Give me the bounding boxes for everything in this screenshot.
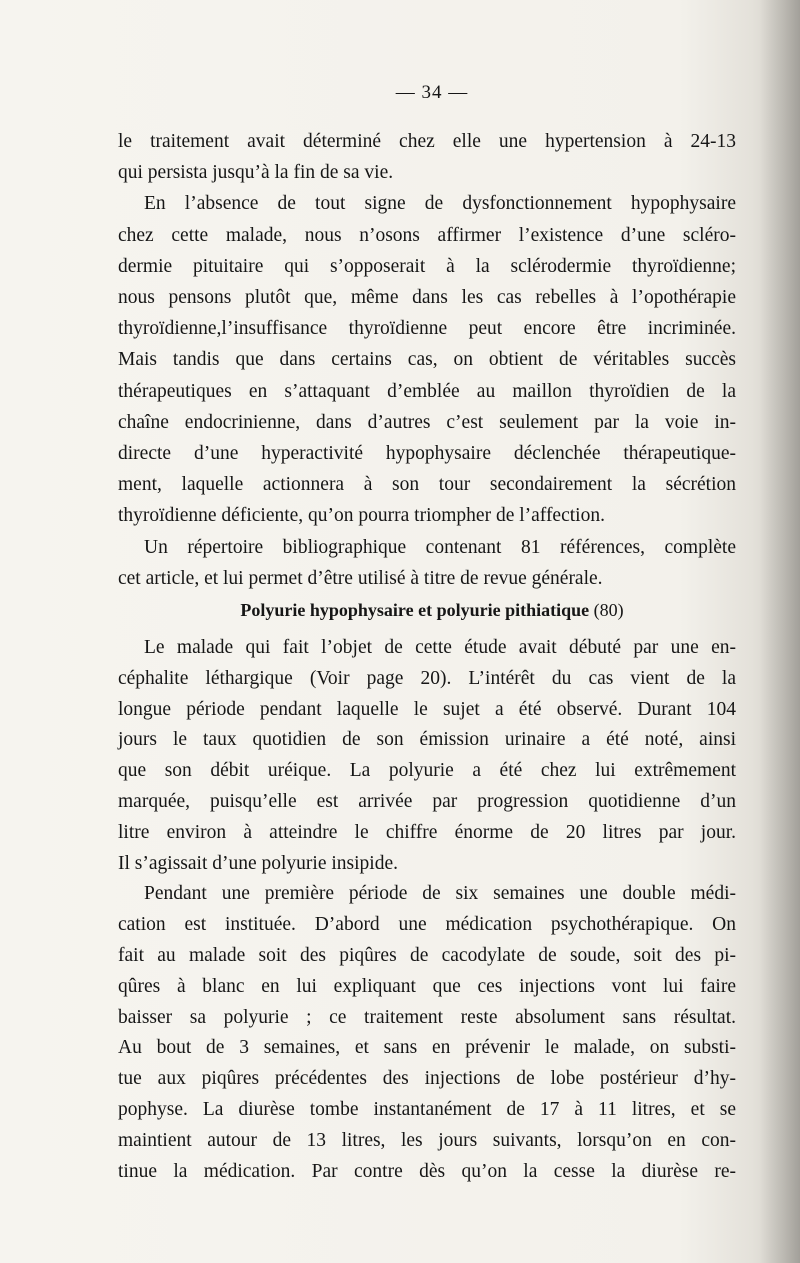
page-number: — 34 — (395, 82, 469, 103)
text-line: Un répertoire bibliographique contenant 81 références, complète (144, 536, 736, 558)
text-line: pophyse. La diurèse tombe instantanément de 17 à 11 litres, et se (118, 1099, 736, 1120)
text-line: cation est instituée. D’abord une médication psychothérapique. On (118, 914, 736, 936)
text-line: chaîne endocrinienne, dans d’autres c’est seulement par la voie in- (118, 411, 736, 433)
text-line: qûres à blanc en lui expliquant que ces injections vont lui faire (118, 975, 736, 997)
text-line: tue aux piqûres précédentes des injections de lobe postérieur d’hy- (118, 1068, 736, 1090)
text-line: thyroïdienne,l’insuffisance thyroïdienne peut encore être incriminée. (118, 318, 736, 340)
text-line: baisser sa polyurie ; ce traitement reste absolument sans résultat. (118, 1006, 736, 1028)
text-line: cet article, et lui permet d’être utilisé à titre de revue générale. (118, 567, 603, 589)
text-line: longue période pendant laquelle le sujet a été observé. Durant 104 (118, 698, 736, 720)
text-line: Mais tandis que dans certains cas, on obtient de véritables succès (118, 349, 736, 371)
text-line: céphalite léthargique (Voir page 20). L’intérêt du cas vient de la (118, 667, 736, 689)
text-line: Il s’agissait d’une polyurie insipide. (118, 852, 398, 874)
text-line: Le malade qui fait l’objet de cette étude avait débuté par une en- (144, 637, 736, 658)
text-line: litre environ à atteindre le chiffre énorme de 20 litres par jour. (118, 821, 736, 843)
text-line: nous pensons plutôt que, même dans les cas rebelles à l’opothérapie (118, 287, 736, 308)
text-line: marquée, puisqu’elle est arrivée par progression quotidienne d’un (118, 791, 736, 812)
heading-title: Polyurie hypophysaire et polyurie pithiatique (240, 600, 590, 620)
heading-reference: (80) (593, 600, 624, 620)
text-line: que son débit uréique. La polyurie a été chez lui extrêmement (118, 760, 736, 782)
text-line: dermie pituitaire qui s’opposerait à la sclérodermie thyroïdienne; (118, 255, 736, 277)
text-line: ment, laquelle actionnera à son tour secondairement la sécrétion (118, 474, 736, 496)
text-line: thérapeutiques en s’attaquant d’emblée au maillon thyroïdien de la (118, 380, 736, 402)
scan-shadow (760, 0, 800, 1263)
section-heading (118, 596, 746, 624)
text-line: qui persista jusqu’à la fin de sa vie. (118, 162, 394, 184)
text-line: Au bout de 3 semaines, et sans en prévenir le malade, on substi- (118, 1037, 736, 1059)
text-line: tinue la médication. Par contre dès qu’on la cesse la diurèse re- (118, 1160, 736, 1182)
text-line: le traitement avait déterminé chez elle une hypertension à 24-13 (118, 131, 736, 152)
text-line: thyroïdienne déficiente, qu’on pourra triompher de l’affection. (118, 505, 605, 527)
text-line: chez cette malade, nous n’osons affirmer l’existence d’une scléro- (118, 224, 736, 246)
text-line: En l’absence de tout signe de dysfonctionnement hypophysaire (144, 193, 736, 215)
text-line: maintient autour de 13 litres, les jours suivants, lorsqu’on en con- (118, 1129, 736, 1151)
text-line: jours le taux quotidien de son émission urinaire a été noté, ainsi (118, 729, 736, 751)
text-line: Pendant une première période de six semaines une double médi- (144, 883, 736, 905)
text-line: fait au malade soit des piqûres de cacodylate de soude, soit des pi- (118, 945, 736, 966)
text-line: directe d’une hyperactivité hypophysaire déclenchée thérapeutique- (118, 443, 736, 464)
